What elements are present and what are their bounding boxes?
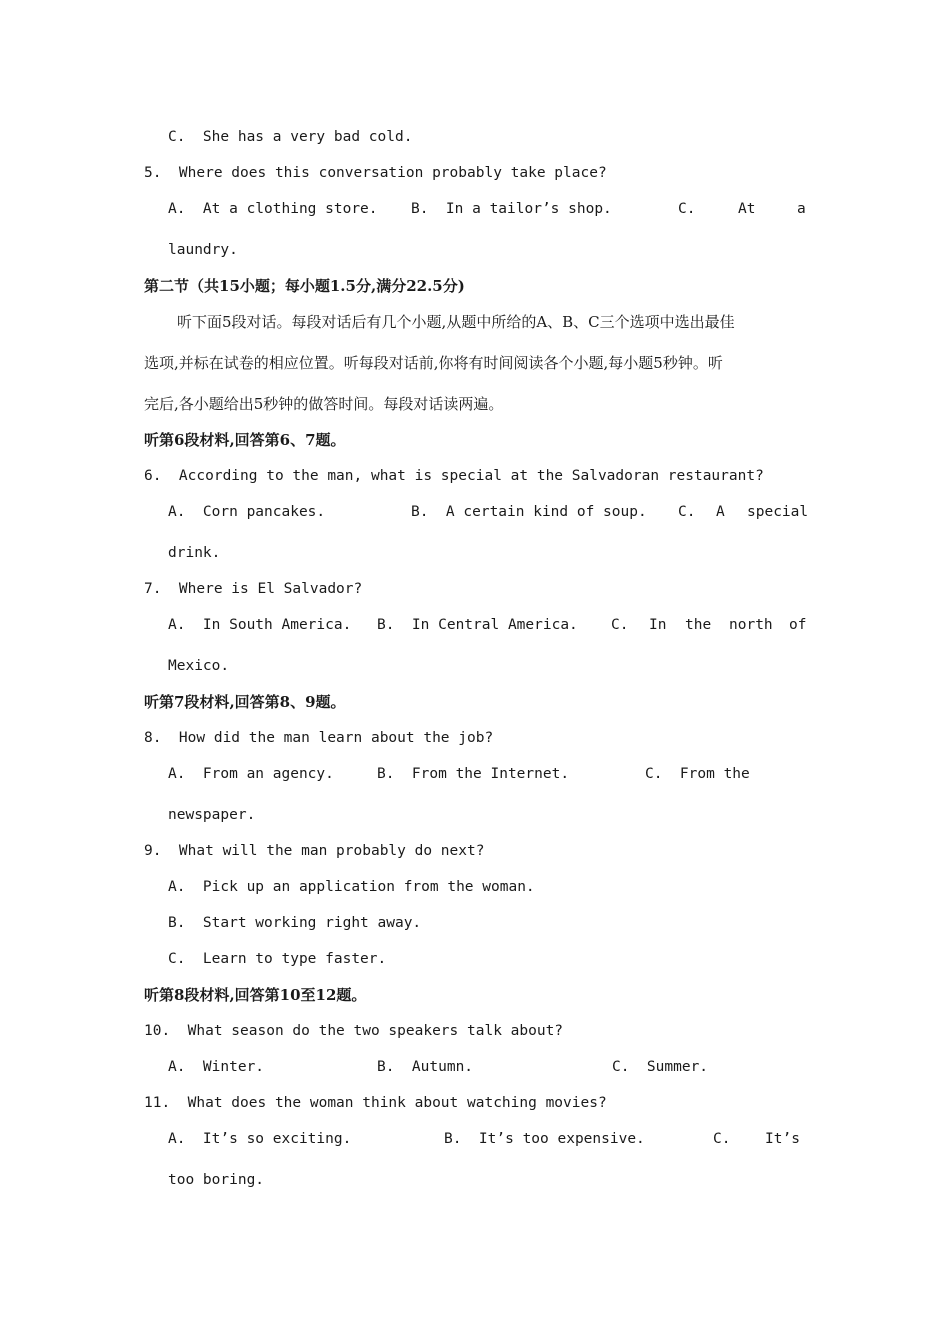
q7-option-c-continued: Mexico. bbox=[168, 658, 230, 674]
q11-option-c-word: It’s bbox=[765, 1131, 800, 1147]
q7-option-c-word: In bbox=[649, 617, 667, 633]
q9-option-a: A. Pick up an application from the woman. bbox=[168, 879, 535, 895]
q6-question: 6. According to the man, what is special at the Salvadoran restaurant? bbox=[144, 468, 764, 484]
q9-question: 9. What will the man probably do next? bbox=[144, 843, 485, 859]
instructions-line: 完后,各小题给出5秒钟的做答时间。每段对话读两遍。 bbox=[144, 395, 504, 413]
group-heading: 听第6段材料,回答第6、7题。 bbox=[144, 431, 346, 449]
q11-option-b: B. It’s too expensive. bbox=[444, 1131, 645, 1147]
q8-option-b: B. From the Internet. bbox=[377, 766, 570, 782]
q5-option-c-word: At bbox=[738, 201, 756, 217]
q6-option-c-word: A bbox=[716, 504, 725, 520]
section-heading: 第二节（共15小题；每小题1.5分,满分22.5分) bbox=[144, 277, 465, 295]
q9-option-b: B. Start working right away. bbox=[168, 915, 422, 931]
q6-option-c-continued: drink. bbox=[168, 545, 221, 561]
q7-option-b: B. In Central America. bbox=[377, 617, 578, 633]
q5-option-c-word: a bbox=[797, 201, 806, 217]
q9-option-c: C. Learn to type faster. bbox=[168, 951, 387, 967]
q5-option-c-label: C. bbox=[678, 201, 696, 217]
q8-option-c: C. From the bbox=[645, 766, 750, 782]
group-heading: 听第7段材料,回答第8、9题。 bbox=[144, 693, 346, 711]
q11-option-c-label: C. bbox=[713, 1131, 731, 1147]
group-heading: 听第8段材料,回答第10至12题。 bbox=[144, 986, 367, 1004]
instructions-line: 选项,并标在试卷的相应位置。听每段对话前,你将有时间阅读各个小题,每小题5秒钟。听 bbox=[144, 354, 723, 372]
q11-option-a: A. It’s so exciting. bbox=[168, 1131, 352, 1147]
q10-option-c: C. Summer. bbox=[612, 1059, 709, 1075]
q5-option-a: A. At a clothing store. bbox=[168, 201, 378, 217]
q6-option-a: A. Corn pancakes. bbox=[168, 504, 326, 520]
q7-option-a: A. In South America. bbox=[168, 617, 352, 633]
q10-option-b: B. Autumn. bbox=[377, 1059, 474, 1075]
q5-option-b: B. In a tailor’s shop. bbox=[411, 201, 612, 217]
q7-option-c-word: of bbox=[789, 617, 807, 633]
q10-option-a: A. Winter. bbox=[168, 1059, 265, 1075]
instructions-line: 听下面5段对话。每段对话后有几个小题,从题中所给的A、B、C三个选项中选出最佳 bbox=[177, 313, 735, 331]
q11-option-c-continued: too boring. bbox=[168, 1172, 265, 1188]
q7-option-c-word: the bbox=[685, 617, 712, 633]
q6-option-c-label: C. bbox=[678, 504, 696, 520]
q6-option-b: B. A certain kind of soup. bbox=[411, 504, 647, 520]
q4-option-c: C. She has a very bad cold. bbox=[168, 129, 413, 145]
q8-option-a: A. From an agency. bbox=[168, 766, 334, 782]
q8-option-c-continued: newspaper. bbox=[168, 807, 256, 823]
q8-question: 8. How did the man learn about the job? bbox=[144, 730, 494, 746]
q5-option-c-continued: laundry. bbox=[168, 242, 238, 258]
q10-question: 10. What season do the two speakers talk about? bbox=[144, 1023, 564, 1039]
q7-option-c-label: C. bbox=[611, 617, 629, 633]
q6-option-c-word: special bbox=[747, 504, 809, 520]
q11-question: 11. What does the woman think about watching movies? bbox=[144, 1095, 607, 1111]
q7-option-c-word: north bbox=[729, 617, 773, 633]
q7-question: 7. Where is El Salvador? bbox=[144, 581, 363, 597]
q5-question: 5. Where does this conversation probably take place? bbox=[144, 165, 607, 181]
